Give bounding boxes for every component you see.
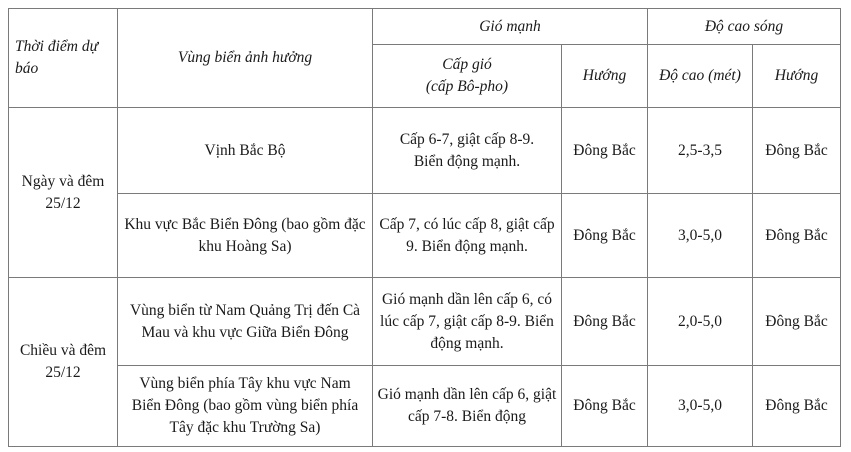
table-border-bottom xyxy=(8,446,841,447)
period-cell: Ngày và đêm 25/12 xyxy=(21,172,105,212)
wave-height-cell: 2,5-3,5 xyxy=(678,141,722,159)
wind-direction-cell: Đông Bắc xyxy=(573,141,636,159)
header-wind-level: Cấp gió (cấp Bô-pho) xyxy=(425,56,509,95)
header-height-meters: Độ cao (mét) xyxy=(659,67,741,84)
wave-height-cell: 3,0-5,0 xyxy=(678,226,722,244)
table-border-right xyxy=(840,8,841,447)
region-cell: Khu vực Bắc Biển Đông (bao gồm đặc khu Hoàng Sa) xyxy=(124,215,366,255)
header-strong-wind: Gió mạnh xyxy=(479,17,541,35)
header-wave-height: Độ cao sóng xyxy=(704,17,784,35)
wave-direction-cell: Đông Bắc xyxy=(765,141,828,159)
period-cell: Chiều và đêm 25/12 xyxy=(19,342,107,381)
wave-height-cell: 3,0-5,0 xyxy=(678,397,722,414)
wind-direction-cell: Đông Bắc xyxy=(573,226,636,244)
wave-direction-cell: Đông Bắc xyxy=(765,312,828,330)
region-cell: Vịnh Bắc Bộ xyxy=(204,141,286,159)
region-cell: Vùng biển từ Nam Quảng Trị đến Cà Mau và khu vực Giữa Biển Đông xyxy=(129,301,361,341)
header-wind-direction: Hướng xyxy=(582,67,627,84)
header-affected-area: Vùng biển ảnh hưởng xyxy=(177,49,313,66)
wind-level-cell: Gió mạnh dần lên cấp 6, có lúc cấp 7, giật cấp 8-9. Biển động mạnh. xyxy=(380,290,554,352)
wind-direction-cell: Đông Bắc xyxy=(573,312,636,330)
wind-level-cell: Gió mạnh dần lên cấp 6, giật cấp 7-8. Biển động xyxy=(377,386,557,425)
wind-level-cell: Cấp 6-7, giật cấp 8-9. Biển động mạnh. xyxy=(399,130,535,170)
header-forecast-time: Thời điểm dự báo xyxy=(15,38,99,77)
region-cell: Vùng biển phía Tây khu vực Nam Biển Đông (bao gồm vùng biển phía Tây đặc khu Trường Sa) xyxy=(131,375,359,436)
wave-height-cell: 2,0-5,0 xyxy=(678,312,722,330)
wind-level-cell: Cấp 7, có lúc cấp 8, giật cấp 9. Biển động mạnh. xyxy=(379,215,555,255)
wave-direction-cell: Đông Bắc xyxy=(765,397,828,414)
wind-direction-cell: Đông Bắc xyxy=(573,397,636,414)
header-wave-direction: Hướng xyxy=(774,67,819,84)
wave-direction-cell: Đông Bắc xyxy=(765,226,828,244)
